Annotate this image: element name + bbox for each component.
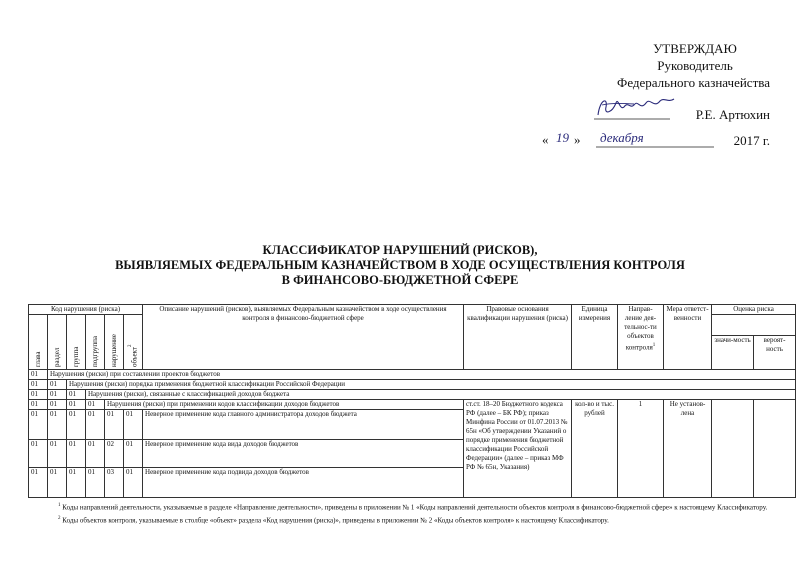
signer-name: Р.Е. Артюхин [695, 107, 770, 122]
col-section-header: раздел [52, 347, 61, 367]
description-header: Описание нарушений (рисков), выявляемых Федеральным казначейством в ходе осуществления контроля в финансово-бюджетной сфере [143, 305, 464, 370]
subgroup-title: Нарушения (риски) при применении кодов классификации доходов бюджетов [105, 400, 464, 410]
date-open-quote: « [542, 132, 549, 147]
code-header: Код нарушения (риска) [29, 305, 143, 315]
approval-block [542, 40, 770, 153]
col-group-header: группа [71, 346, 80, 367]
probability-header: вероят-ность [754, 336, 796, 370]
footnote-2: $^2$ Коды объектов контроля, указываемые в столбце «объект» раздела «Код нарушения (риска)», приведены в приложении № 2 «Коды объектов контроля» к настоящему Классификатору. [58, 516, 609, 525]
date-close-quote: » [574, 132, 581, 147]
handwritten-signature [590, 93, 700, 125]
liability-cell: Не установ-лена [664, 400, 712, 498]
title-line-3: В ФИНАНСОВО-БЮДЖЕТНОЙ СФЕРЕ [281, 273, 519, 287]
violation-description: Неверное применение кода подвида доходов бюджетов [143, 468, 464, 498]
signature-row [560, 99, 770, 125]
approver-position-2: Федерального казначейства [617, 75, 770, 90]
footnotes [58, 497, 773, 526]
section-title: Нарушения (риски), связанные с классификацией доходов бюджета [86, 390, 796, 400]
section-title: Нарушения (риски) при составлении проектов бюджетов [48, 370, 796, 380]
col-subgroup-header: подгруппа [90, 336, 99, 367]
approve-label: УТВЕРЖДАЮ [653, 41, 737, 56]
section-title: Нарушения (риски) порядка применения бюджетной классификации Российской Федерации [67, 380, 796, 390]
table-row: 01 01 01 01 01 01 Неверное применение кода главного администратора доходов бюджета [29, 410, 796, 440]
date-day: 19 [556, 130, 569, 145]
unit-cell: кол-во и тыс. рублей [572, 400, 618, 498]
liability-header: Мера ответст-венности [664, 305, 712, 370]
table-header-row-1 [29, 305, 796, 315]
col-violation-header: нарушение [109, 334, 118, 367]
footnote-divider [54, 497, 194, 498]
table-row: 01 01 01 Нарушения (риски), связанные с классификацией доходов бюджета [29, 390, 796, 400]
direction-header: Направ-ление дея-тельнос-ти объектов контроля$^1$ [618, 305, 664, 370]
date-year: 2017 г. [733, 133, 770, 148]
table-row: 01 01 Нарушения (риски) порядка применения бюджетной классификации Российской Федерации [29, 380, 796, 390]
legal-basis-header: Правовые основания квалификации нарушения (риска) [464, 305, 572, 370]
approver-position-1: Руководитель [657, 58, 733, 73]
table-row: 01 Нарушения (риски) при составлении проектов бюджетов [29, 370, 796, 380]
significance-header: значи-мость [712, 336, 754, 370]
violation-description: Неверное применение кода главного администратора доходов бюджета [143, 410, 464, 440]
classifier-table [28, 304, 796, 498]
legal-basis-cell: ст.ст. 18–20 Бюджетного кодекса РФ (далее – БК РФ); приказ Минфина России от 01.07.2013 № 65н «Об утверждении Указаний о порядке применения бюджетной классификации Российской Федерации» (далее – приказ МФ РФ № 65н, Указания) [464, 400, 572, 498]
col-object-header: объект$^2$ [128, 344, 139, 367]
table-row: 01 01 01 01 02 01 Неверное применение кода вида доходов бюджетов [29, 440, 796, 468]
title-line-2: ВЫЯВЛЯЕМЫХ ФЕДЕРАЛЬНЫМ КАЗНАЧЕЙСТВОМ В ХОДЕ ОСУЩЕСТВЛЕНИЯ КОНТРОЛЯ [115, 258, 685, 272]
title-line-1: КЛАССИФИКАТОР НАРУШЕНИЙ (РИСКОВ), [262, 243, 538, 257]
date-month: декабря [600, 130, 644, 145]
footnote-1: $^1$ Коды направлений деятельности, указываемые в разделе «Направление деятельности», приведены в приложении № 1 «Коды направлений деятельности объектов контроля в финансово-бюджетной сфере» к настоящему Классификатору. [58, 503, 768, 512]
approval-date [542, 129, 770, 153]
violation-description: Неверное применение кода вида доходов бюджетов [143, 440, 464, 468]
direction-cell: 1 [618, 400, 664, 498]
table-row: 01 01 01 01 03 01 Неверное применение кода подвида доходов бюджетов [29, 468, 796, 498]
risk-header: Оценка риска [712, 305, 796, 315]
document-title [0, 243, 800, 288]
unit-header: Единица измерения [572, 305, 618, 370]
table-row: 01 01 01 01 Нарушения (риски) при применении кодов классификации доходов бюджетов ст.ст. 18–20 Бюджетного кодекса РФ (далее – БК РФ); приказ Минфина России от 01.07.2013 № 65н «Об утверждении Указаний о порядке применения бюджетной классификации Российской Федерации» (далее – приказ МФ РФ № 65н, Указания) кол-во и тыс. рублей 1 Не установ-лена [29, 400, 796, 410]
col-chapter-header: глава [33, 351, 42, 367]
